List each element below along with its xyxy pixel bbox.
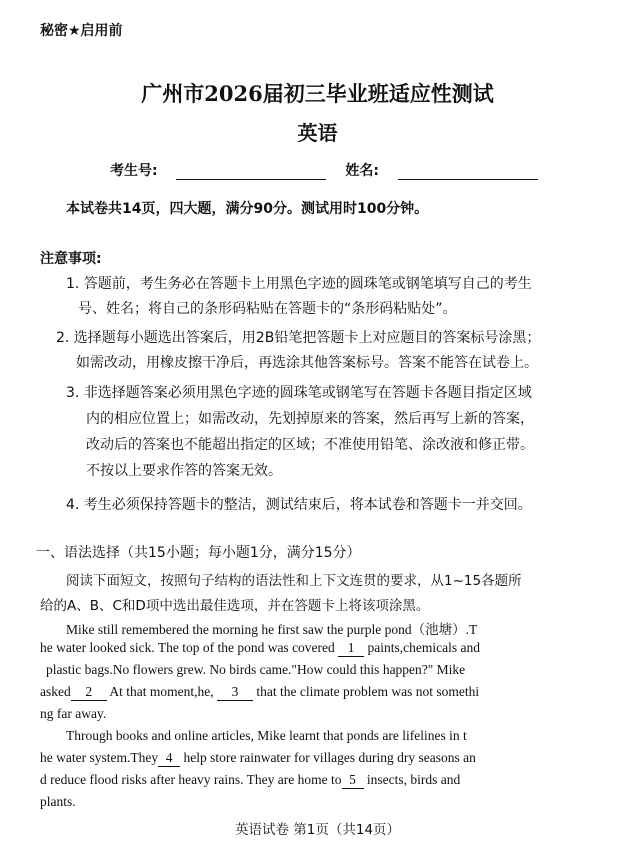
note-line: 3. 非选择题答案必须用黑色字迹的圆珠笔或钢笔写在答题卡各题目指定区域 xyxy=(66,385,532,401)
passage-line xyxy=(40,684,479,701)
passage-text: d reduce flood risks after heavy rains. They are home to xyxy=(40,772,342,787)
note-line: 1. 答题前，考生务必在答题卡上用黑色字迹的圆珠笔或钢笔填写自己的考生 xyxy=(66,276,532,292)
note-line: 不按以上要求作答的答案无效。 xyxy=(86,463,282,479)
blank-4: 4 xyxy=(158,750,180,767)
blank-3: 3 xyxy=(217,684,253,701)
passage-text: insects, birds and xyxy=(366,772,461,787)
candidate-info-row xyxy=(110,160,538,180)
passage-line: plants. xyxy=(40,794,76,809)
name-label: 姓名: xyxy=(345,163,379,179)
passage-line: ng far away. xyxy=(40,706,107,721)
passage-text: At that moment,he, xyxy=(109,684,214,699)
note-line: 号、姓名；将自己的条形码粘贴在答题卡的“条形码粘贴处”。 xyxy=(78,301,457,317)
passage-line: Mike still remembered the morning he first saw the purple pond（池塘）.T xyxy=(66,622,478,637)
passage-line xyxy=(40,750,476,767)
passage-line: plastic bags.No flowers grew. No birds came."How could this happen?" Mike xyxy=(46,662,466,677)
passage-line: Through books and online articles, Mike learnt that ponds are lifelines in t xyxy=(66,728,467,743)
note-line: 如需改动，用橡皮擦干净后，再选涂其他答案标号。答案不能答在试卷上。 xyxy=(76,355,538,371)
note-line: 内的相应位置上；如需改动，先划掉原来的答案，然后再写上新的答案， xyxy=(86,411,534,427)
passage-text: that the climate problem was not somethi xyxy=(256,684,480,699)
passage-line xyxy=(40,772,460,789)
subject-title: 英语 xyxy=(297,121,338,145)
passage-text: asked xyxy=(40,684,71,699)
exam-title: 广州市2026届初三毕业班适应性测试 xyxy=(141,81,494,106)
passage-text: he water looked sick. The top of the pond was covered xyxy=(40,640,335,655)
exam-number-blank xyxy=(176,165,326,180)
note-line: 改动后的答案也不能超出指定的区域；不准使用铅笔、涂改液和修正带。 xyxy=(86,437,534,453)
passage-text: paints,chemicals and xyxy=(367,640,481,655)
instruction-line: 给的A、B、C和D项中选出最佳选项，并在答题卡上将该项涂黑。 xyxy=(40,598,430,614)
name-blank xyxy=(398,165,538,180)
section-heading: 一、语法选择（共15小题；每小题1分，满分15分） xyxy=(36,545,361,561)
exam-number-label: 考生号: xyxy=(110,163,158,179)
page-footer: 英语试卷 第1页（共14页） xyxy=(234,822,401,838)
passage-line xyxy=(40,640,480,657)
passage-text: help store rainwater for villages during dry seasons an xyxy=(183,750,476,765)
note-line: 4. 考生必须保持答题卡的整洁，测试结束后，将本试卷和答题卡一并交回。 xyxy=(66,497,532,513)
blank-5: 5 xyxy=(342,772,364,789)
blank-1: 1 xyxy=(338,640,364,657)
notes-title: 注意事项: xyxy=(40,251,102,267)
passage-text: he water system.They xyxy=(40,750,159,765)
instruction-line: 阅读下面短文，按照句子结构的语法性和上下文连贯的要求，从1~15各题所 xyxy=(66,573,522,589)
confidential-label: 秘密★启用前 xyxy=(40,23,123,39)
blank-2: 2 xyxy=(71,684,107,701)
exam-intro: 本试卷共14页，四大题，满分90分。测试用时100分钟。 xyxy=(66,201,429,217)
note-line: 2. 选择题每小题选出答案后，用2B铅笔把答题卡上对应题目的答案标号涂黑； xyxy=(56,330,541,346)
